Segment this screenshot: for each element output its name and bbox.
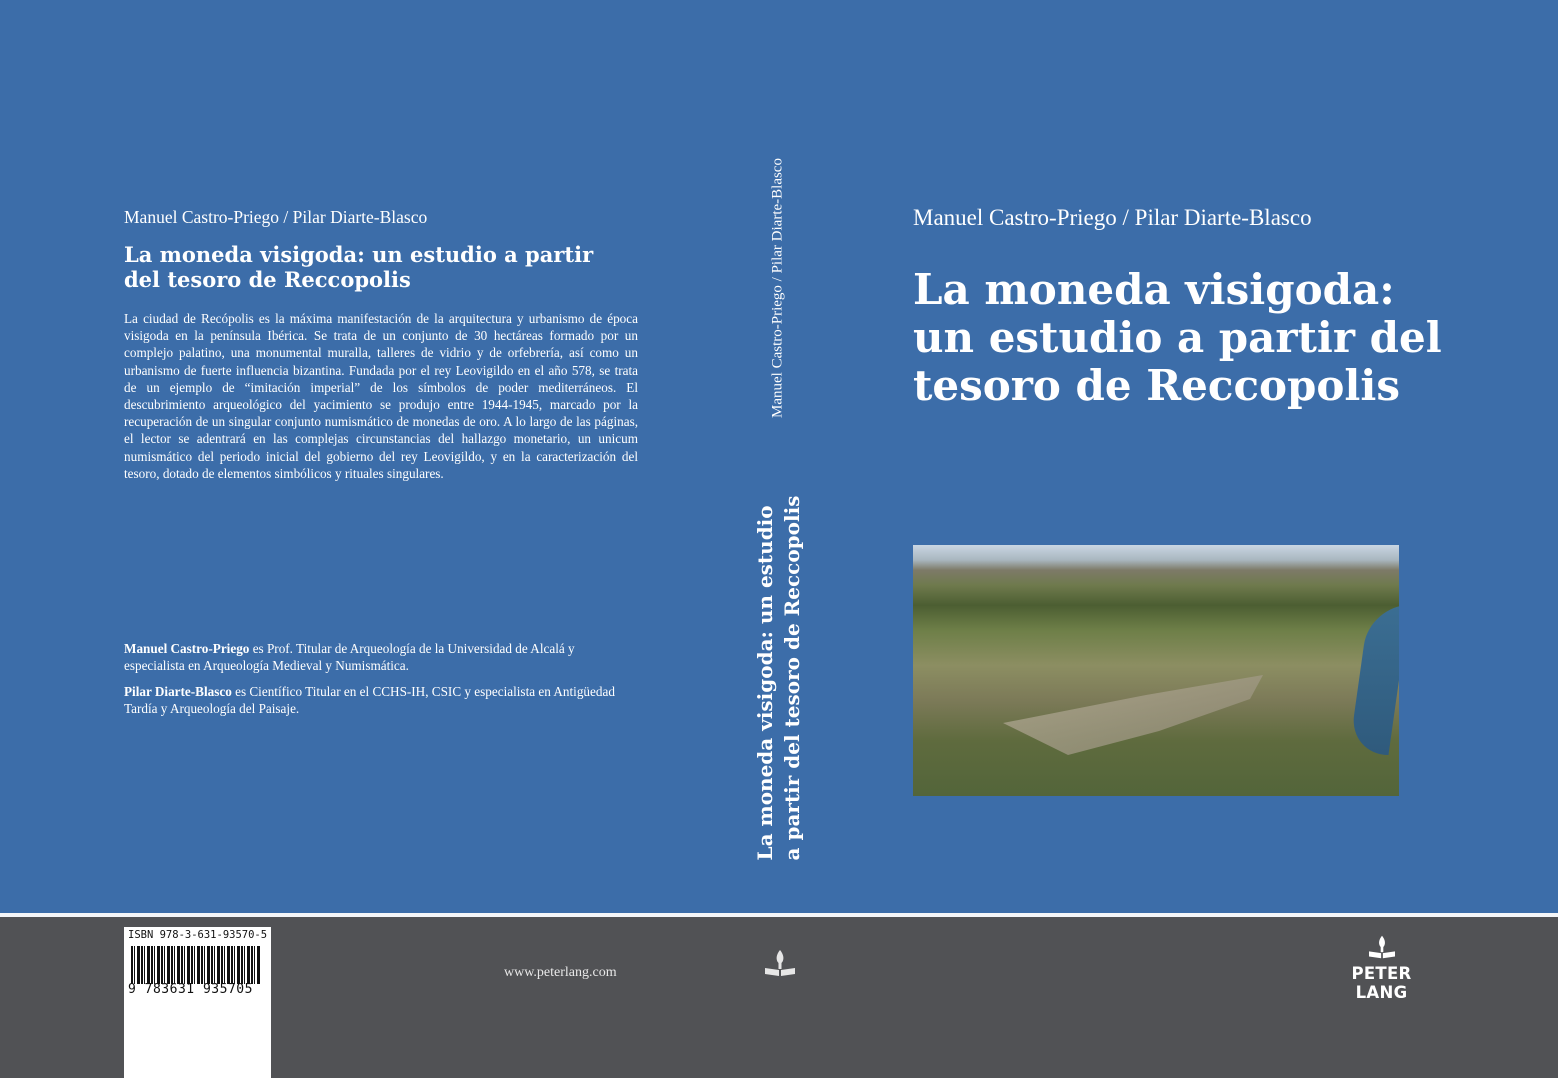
front-title-line: tesoro de Reccopolis — [913, 361, 1400, 410]
isbn-label: ISBN 978-3-631-93570-5 — [128, 929, 268, 941]
bio-text: es Prof. Titular de Arqueología de la Universidad de Alcalá y especialista en Arqueología Medieval y Numismática. — [124, 641, 575, 674]
publisher-logo — [1325, 934, 1438, 1002]
front-authors: Manuel Castro-Priego / Pilar Diarte-Blasco — [913, 205, 1312, 230]
front-title — [913, 266, 1473, 410]
back-title-line: del tesoro de Reccopolis — [124, 267, 411, 292]
bio-text: es Científico Titular en el CCHS-IH, CSIC y especialista en Antigüedad Tardía y Arqueología del Paisaje. — [124, 684, 615, 717]
bio-name: Pilar Diarte-Blasco — [124, 684, 232, 699]
publisher-emblem-icon — [1367, 934, 1397, 960]
back-title — [124, 242, 644, 292]
back-blurb: La ciudad de Recópolis es la máxima manifestación de la arquitectura y urbanismo de época visigoda en la península Ibérica. Se trata de un conjunto de 30 hectáreas formado por un complejo palatino, una monumental muralla, talleres de vidrio y de orfebrería, así como un urbanismo de fuerte influencia bizantina. Fundada por el rey Leovigildo en el año 578, se trata de un ejemplo de “imitación imperial” de los símbolos de poder mediterráneos. El descubrimiento arqueológico del yacimiento se produjo entre 1944-1945, marcado por la recuperación de un singular conjunto numismático de monedas de oro. A lo largo de las páginas, el lector se adentrará en las complejas circunstancias del hallazgo monetario, un unicum numismático del periodo inicial del gobierno del rey Leovigildo, y en la caracterización del tesoro, dotado de elementos simbólicos y rituales singulares. — [124, 311, 638, 481]
river — [1348, 605, 1399, 755]
publisher-name: PETER LANG — [1351, 964, 1412, 1002]
spine-authors: Manuel Castro-Priego / Pilar Diarte-Blasco — [769, 158, 786, 418]
spine-title-line: a partir del tesoro de Reccopolis — [780, 495, 804, 861]
website-link[interactable]: www.peterlang.com — [504, 965, 617, 980]
author-bio — [124, 640, 638, 674]
bio-name: Manuel Castro-Priego — [124, 641, 250, 656]
barcode-number: 9 783631 935705 — [128, 982, 253, 997]
aerial-photo — [913, 545, 1399, 796]
front-title-line: La moneda visigoda: — [913, 265, 1395, 314]
spine-title-line: La moneda visigoda: un estudio — [753, 505, 777, 861]
back-authors: Manuel Castro-Priego / Pilar Diarte-Blasco — [124, 207, 428, 227]
front-title-line: un estudio a partir del — [913, 313, 1442, 362]
spine-title — [752, 496, 806, 861]
back-title-line: La moneda visigoda: un estudio a partir — [124, 242, 594, 267]
author-bio — [124, 683, 638, 717]
publisher-emblem-icon — [763, 948, 797, 978]
barcode — [131, 946, 261, 984]
ruins — [1003, 675, 1263, 755]
